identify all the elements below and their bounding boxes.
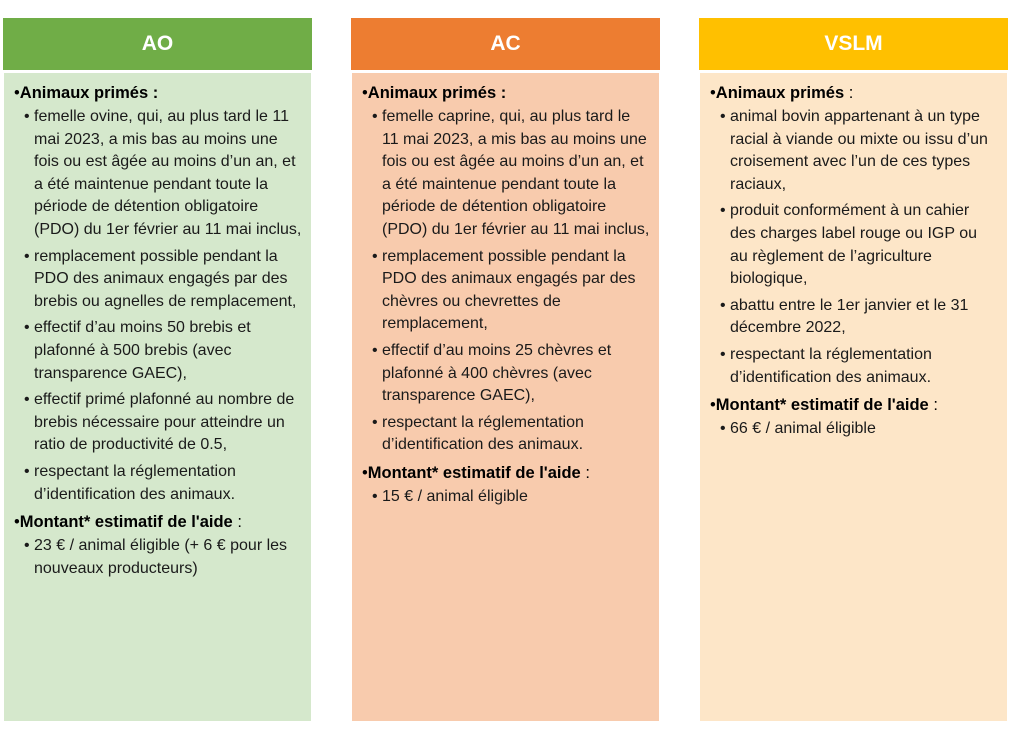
- column-body-ac: [351, 72, 660, 722]
- animals-list: [14, 106, 303, 506]
- column-ac: [351, 18, 660, 722]
- animals-heading: •Animaux primés :: [14, 84, 159, 102]
- list-item: • respectant la réglementation d’identification des animaux.: [720, 344, 999, 389]
- animals-list: [710, 106, 999, 389]
- column-header-ao: AO: [3, 18, 312, 70]
- list-item: • remplacement possible pendant la PDO des animaux engagés par des chèvres ou chevrettes de remplacement,: [372, 246, 651, 336]
- column-ao: [3, 18, 312, 722]
- amount-list: [14, 535, 303, 580]
- list-item: • effectif primé plafonné au nombre de brebis nécessaire pour atteindre un ratio de productivité de 0.5,: [24, 389, 303, 457]
- amount-heading: •Montant* estimatif de l'aide :: [14, 513, 242, 532]
- animals-heading: •Animaux primés :: [362, 84, 507, 102]
- column-body-vslm: [699, 72, 1008, 722]
- amount-list: [362, 486, 651, 509]
- list-item: • respectant la réglementation d’identification des animaux.: [372, 412, 651, 457]
- column-header-ac: AC: [351, 18, 660, 70]
- list-item: • effectif d’au moins 50 brebis et plafonné à 500 brebis (avec transparence GAEC),: [24, 317, 303, 385]
- column-header-vslm: VSLM: [699, 18, 1008, 70]
- amount-heading: •Montant* estimatif de l'aide :: [362, 463, 590, 482]
- animals-list: [362, 106, 651, 457]
- list-item: • remplacement possible pendant la PDO des animaux engagés par des brebis ou agnelles de remplacement,: [24, 246, 303, 314]
- list-item: • femelle caprine, qui, au plus tard le 11 mai 2023, a mis bas au moins une fois ou est âgée au moins d’un an, et a été maintenue pendant toute la période de détention obligatoire (PDO) du 1er février au 11 mai inclus,: [372, 106, 651, 242]
- list-item: • 23 € / animal éligible (+ 6 € pour les nouveaux producteurs): [24, 535, 303, 580]
- list-item: • produit conformément à un cahier des charges label rouge ou IGP ou au règlement de l’agriculture biologique,: [720, 200, 999, 290]
- animals-heading: •Animaux primés :: [710, 84, 854, 102]
- list-item: • abattu entre le 1er janvier et le 31 décembre 2022,: [720, 295, 999, 340]
- list-item: • 15 € / animal éligible: [372, 486, 651, 509]
- list-item: • effectif d’au moins 25 chèvres et plafonné à 400 chèvres (avec transparence GAEC),: [372, 340, 651, 408]
- column-body-ao: [3, 72, 312, 722]
- list-item: • femelle ovine, qui, au plus tard le 11 mai 2023, a mis bas au moins une fois ou est âgée au moins d’un an, et a été maintenue pendant toute la période de détention obligatoire (PDO) du 1er février au 11 mai inclus,: [24, 106, 303, 242]
- list-item: • 66 € / animal éligible: [720, 418, 999, 441]
- column-vslm: [699, 18, 1008, 722]
- amount-list: [710, 418, 999, 441]
- list-item: • respectant la réglementation d’identification des animaux.: [24, 461, 303, 506]
- amount-heading: •Montant* estimatif de l'aide :: [710, 396, 938, 415]
- list-item: • animal bovin appartenant à un type racial à viande ou mixte ou issu d’un croisement avec l’un de ces types raciaux,: [720, 106, 999, 196]
